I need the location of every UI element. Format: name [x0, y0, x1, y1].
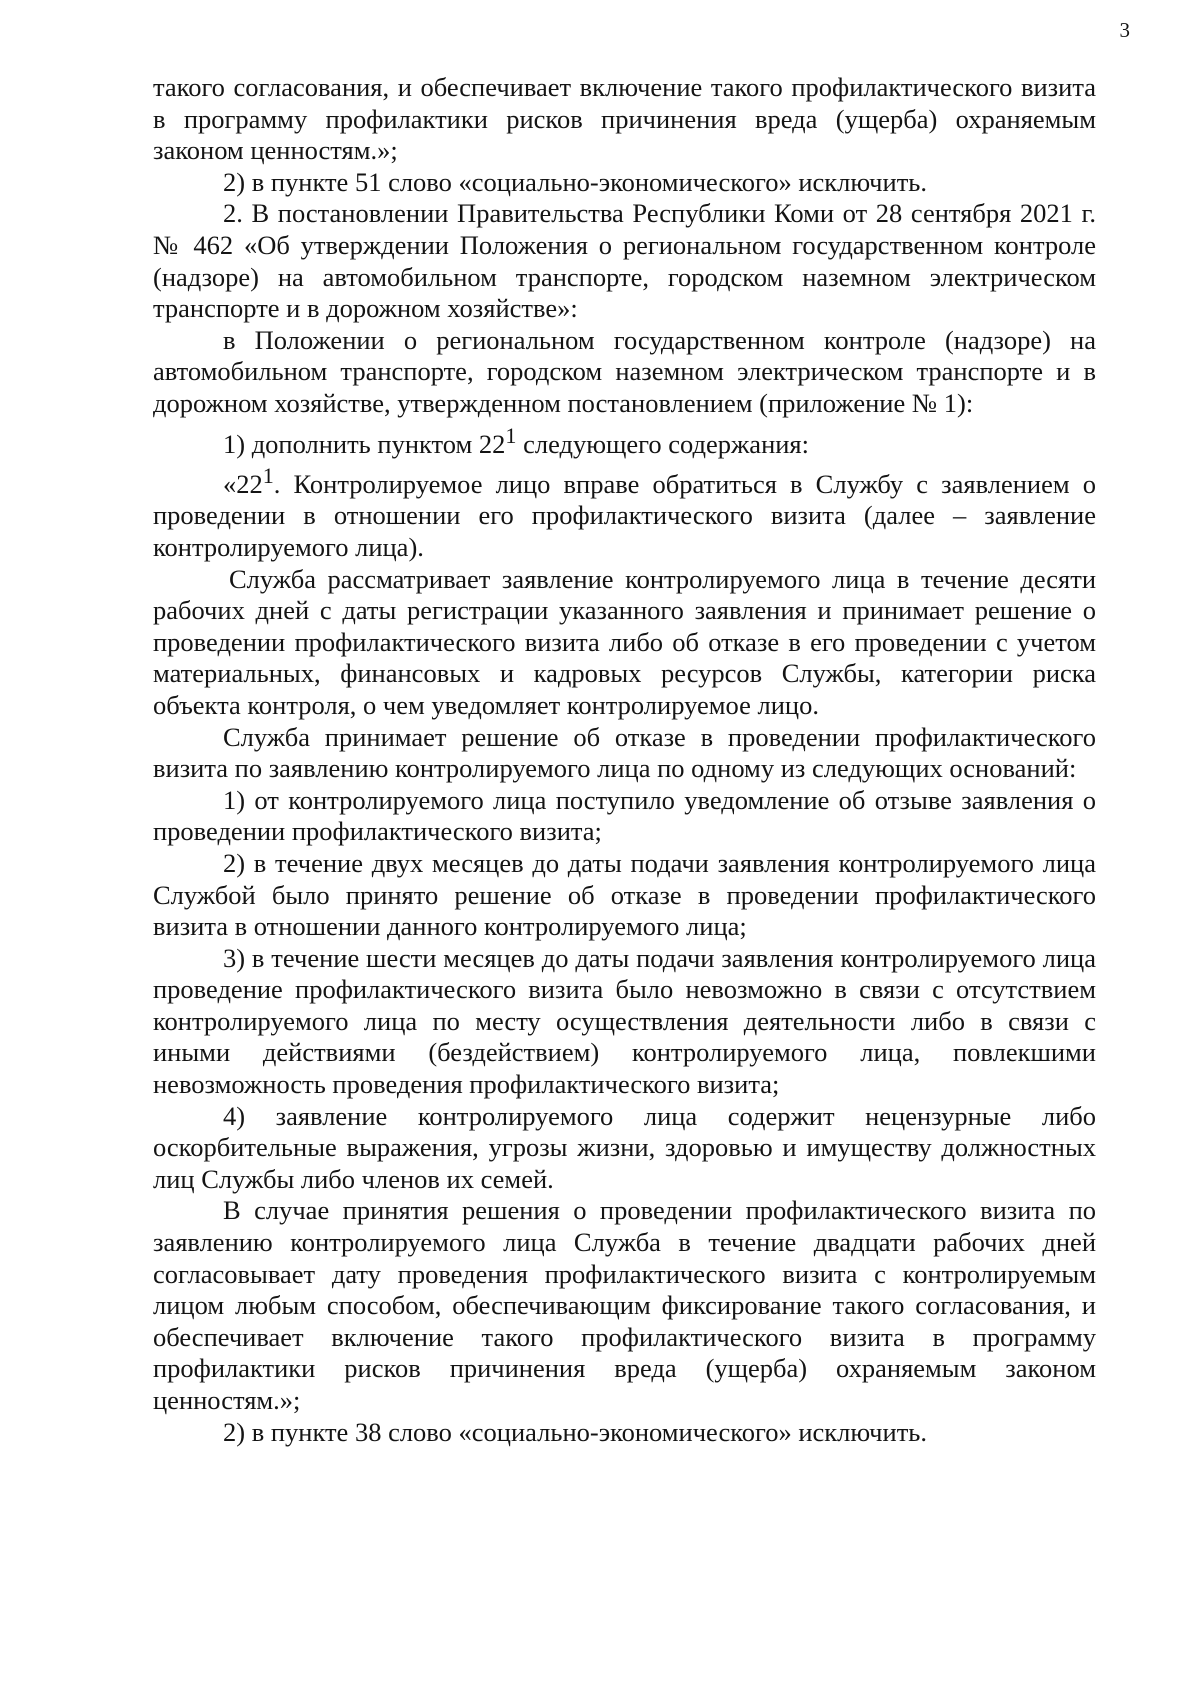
paragraph-ground-3: 3) в течение шести месяцев до даты подачи заявления контролируемого лица проведение профилактического визита было невозможно в связи с отсутствием контролируемого лица по месту осуществления деятельности либо в связи с иными действиями (бездействием) контролируемого лица, повлекшими невозможность проведения профилактического визита;: [153, 942, 1096, 1100]
paragraph-refusal-intro: Служба принимает решение об отказе в проведении профилактического визита по заявлению контролируемого лица по одному из следующих оснований:: [153, 721, 1096, 784]
clause-number: «22: [223, 468, 263, 499]
document-body: [153, 72, 1096, 1448]
paragraph-regulation-intro: в Положении о региональном государственном контроле (надзоре) на автомобильном транспорте, городском наземном электрическом транспорте и в дорожном хозяйстве, утвержденном постановлением (приложение № 1):: [153, 324, 1096, 418]
clause-superscript: 1: [262, 462, 274, 488]
paragraph-clause-22-1: [153, 460, 1096, 564]
page-number: 3: [1119, 18, 1130, 42]
paragraph-item-1-add: [153, 420, 1096, 460]
item-1-text: 1) дополнить пунктом 22: [223, 428, 506, 459]
paragraph-ground-4: 4) заявление контролируемого лица содержит нецензурные либо оскорбительные выражения, угрозы жизни, здоровью и имуществу должностных лиц Службы либо членов их семей.: [153, 1100, 1096, 1194]
paragraph-item-2-p51: 2) в пункте 51 слово «социально-экономического» исключить.: [223, 166, 927, 197]
paragraph-continuation: такого согласования, и обеспечивает включение такого профилактического визита в программу профилактики рисков причинения вреда (ущерба) охраняемым законом ценностям.»;: [153, 72, 1096, 166]
paragraph-ground-2: 2) в течение двух месяцев до даты подачи заявления контролируемого лица Службой было принято решение об отказе в проведении профилактического визита в отношении данного контролируемого лица;: [153, 847, 1096, 942]
paragraph-item-2-p38: 2) в пункте 38 слово «социально-экономического» исключить.: [223, 1416, 927, 1447]
item-1-superscript: 1: [505, 422, 517, 448]
clause-text: . Контролируемое лицо вправе обратиться в Службу с заявлением о проведении в отношении его профилактического визита (далее – заявление контролируемого лица).: [153, 468, 1096, 562]
paragraph-review: Служба рассматривает заявление контролируемого лица в течение десяти рабочих дней с даты регистрации указанного заявления и принимает решение о проведении профилактического визита либо об отказе в его проведении с учетом материальных, финансовых и кадровых ресурсов Службы, категории риска объекта контроля, о чем уведомляет контролируемое лицо.: [153, 563, 1096, 720]
paragraph-section-2: 2. В постановлении Правительства Республики Коми от 28 сентября 2021 г. № 462 «Об утверждении Положения о региональном государственном контроле (надзоре) на автомобильном транспорте, городском наземном электрическом транспорте и в дорожном хозяйстве»:: [153, 198, 1096, 324]
paragraph-ground-1: 1) от контролируемого лица поступило уведомление об отзыве заявления о проведении профилактического визита;: [153, 784, 1096, 847]
paragraph-approval-case: В случае принятия решения о проведении профилактического визита по заявлению контролируемого лица Служба в течение двадцати рабочих дней согласовывает дату проведения профилактического визита с контролируемым лицом любым способом, обеспечивающим фиксирование такого согласования, и обеспечивает включение такого профилактического визита в программу профилактики рисков причинения вреда (ущерба) охраняемым законом ценностям.»;: [153, 1195, 1096, 1415]
item-1-text-end: следующего содержания:: [516, 428, 809, 459]
